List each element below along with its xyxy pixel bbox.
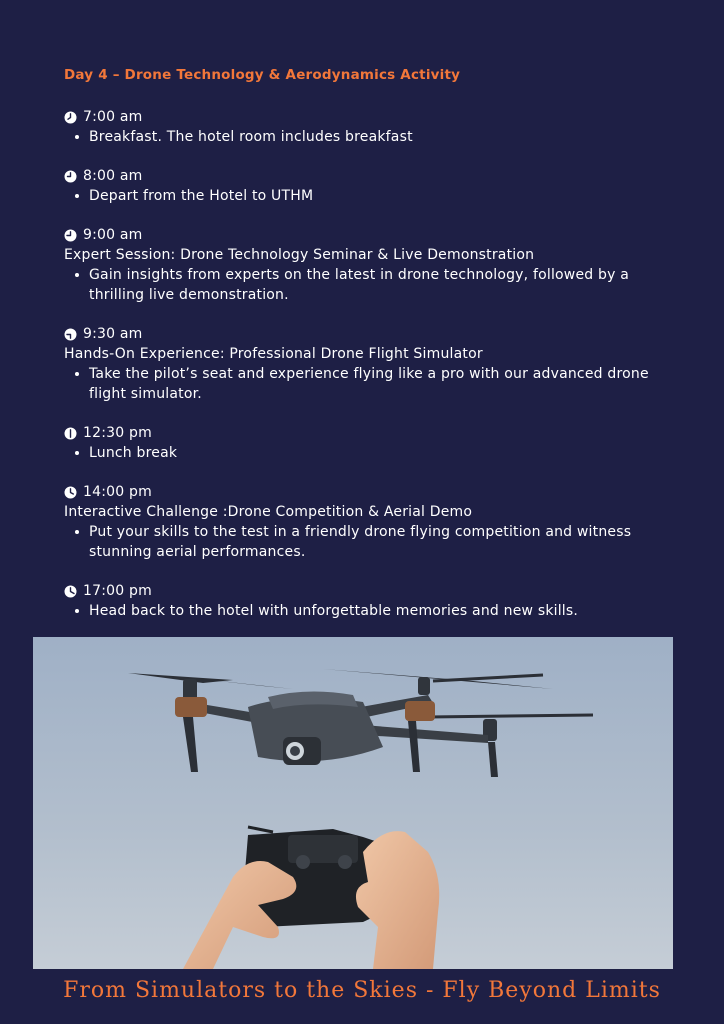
schedule-item [64,166,664,206]
clock-icon [64,486,77,499]
clock-icon [64,427,77,440]
tagline: From Simulators to the Skies - Fly Beyond Limits [63,978,661,1003]
clock-icon [64,229,77,242]
schedule-item [64,482,664,562]
list-item: Depart from the Hotel to UTHM [64,186,664,206]
time-label: 7:00 am [83,109,143,125]
list-item: Put your skills to the test in a friendly drone flying competition and witness stunning aerial performances. [64,522,664,562]
list-item: Gain insights from experts on the latest in drone technology, followed by a thrilling live demonstration. [64,265,664,305]
clock-icon [64,170,77,183]
time-label: 12:30 pm [83,425,152,441]
clock-icon [64,328,77,341]
time-label: 17:00 pm [83,583,152,599]
schedule-item [64,581,664,621]
session-title: Expert Session: Drone Technology Seminar & Live Demonstration [64,247,535,263]
day-title: Day 4 – Drone Technology & Aerodynamics Activity [64,67,461,83]
drone-photo [33,637,673,969]
list-item: Lunch break [64,443,664,463]
list-item: Take the pilot’s seat and experience flying like a pro with our advanced drone flight simulator. [64,364,664,404]
time-label: 14:00 pm [83,484,152,500]
schedule-list [64,107,664,640]
schedule-item [64,423,664,463]
list-item: Breakfast. The hotel room includes breakfast [64,127,664,147]
time-label: 9:30 am [83,326,143,342]
list-item: Head back to the hotel with unforgettable memories and new skills. [64,601,664,621]
session-title: Interactive Challenge :Drone Competition & Aerial Demo [64,504,473,520]
schedule-item [64,324,664,404]
schedule-item [64,225,664,305]
time-label: 9:00 am [83,227,143,243]
session-title: Hands-On Experience: Professional Drone Flight Simulator [64,346,483,362]
clock-icon [64,585,77,598]
clock-icon [64,111,77,124]
time-label: 8:00 am [83,168,143,184]
schedule-item [64,107,664,147]
